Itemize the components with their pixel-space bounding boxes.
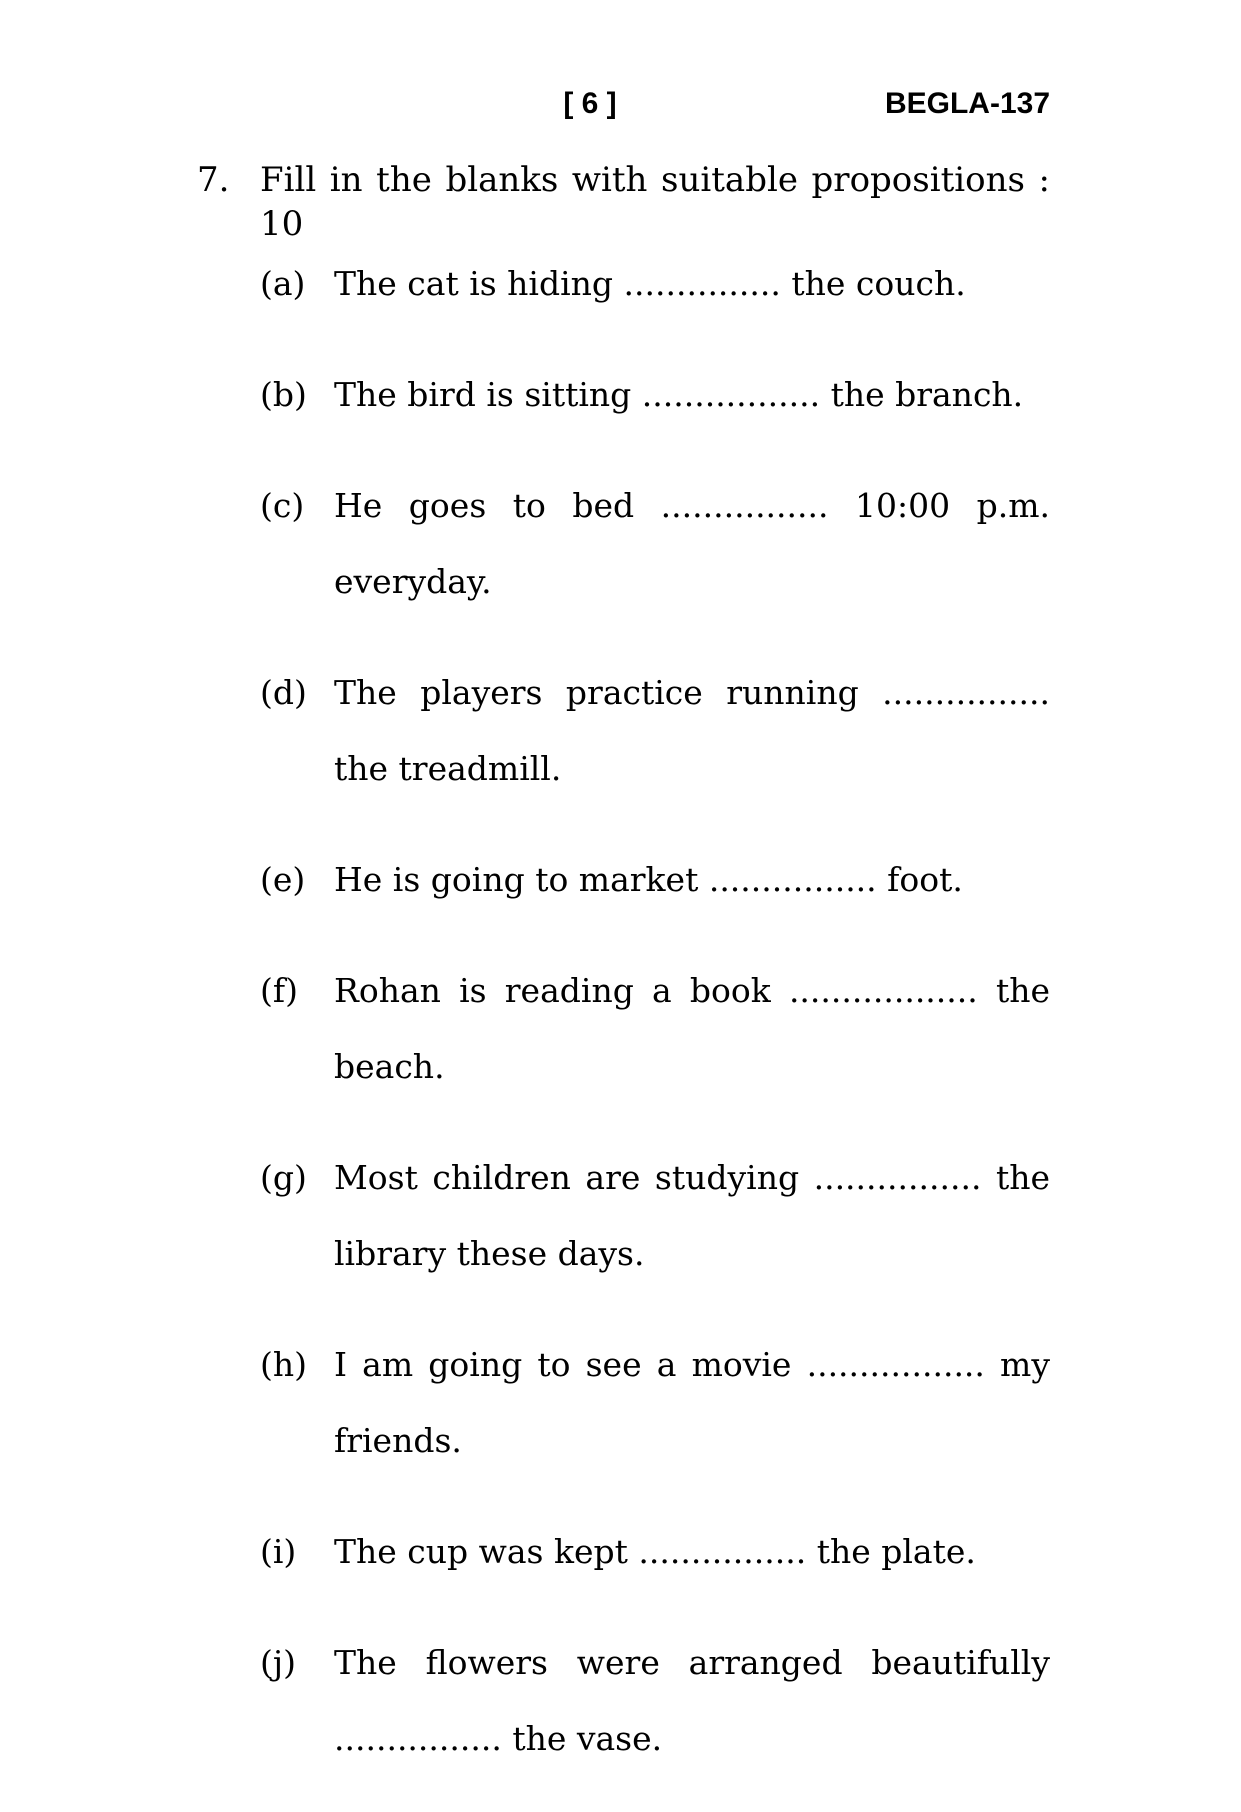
item-sentence: I am going to see a movie ................. my friends. [334,1345,1050,1460]
question-instruction: Fill in the blanks with suitable propositions : 10 [260,160,1050,244]
list-item-d [260,655,1050,807]
list-item-j [260,1625,1050,1777]
page-number: [ 6 ] [563,87,617,120]
blank-items-list [260,246,1050,1812]
item-sentence: Rohan is reading a book .................. the beach. [334,971,1050,1086]
item-label: (h) [260,1345,308,1384]
list-item-e [260,842,1050,918]
list-item-b [260,357,1050,433]
item-label: (e) [260,860,306,899]
item-label: (i) [260,1532,297,1571]
item-sentence: Most children are studying ................ the library these days. [334,1158,1050,1273]
item-label: (c) [260,486,305,525]
course-code: BEGLA-137 [884,87,1050,120]
item-label: (f) [260,971,298,1010]
item-label: (g) [260,1158,307,1197]
list-item-c [260,468,1050,620]
item-sentence: The players practice running ................ the treadmill. [334,673,1050,788]
list-item-a [260,246,1050,322]
item-sentence: The cup was kept ................ the plate. [334,1532,976,1571]
item-label: (d) [260,673,307,712]
item-sentence: The flowers were arranged beautifully ................ the vase. [334,1643,1050,1758]
item-label: (j) [260,1643,296,1682]
item-sentence: The cat is hiding ............... the couch. [334,264,966,303]
list-item-i [260,1514,1050,1590]
item-sentence: He is going to market ................ foot. [334,860,963,899]
question-number: 7. [197,160,230,200]
list-item-f [260,953,1050,1105]
item-sentence: He goes to bed ................ 10:00 p.m. everyday. [334,486,1050,601]
item-sentence: The bird is sitting ................. the branch. [334,375,1024,414]
item-label: (a) [260,264,306,303]
list-item-g [260,1140,1050,1292]
list-item-h [260,1327,1050,1479]
item-label: (b) [260,375,307,414]
